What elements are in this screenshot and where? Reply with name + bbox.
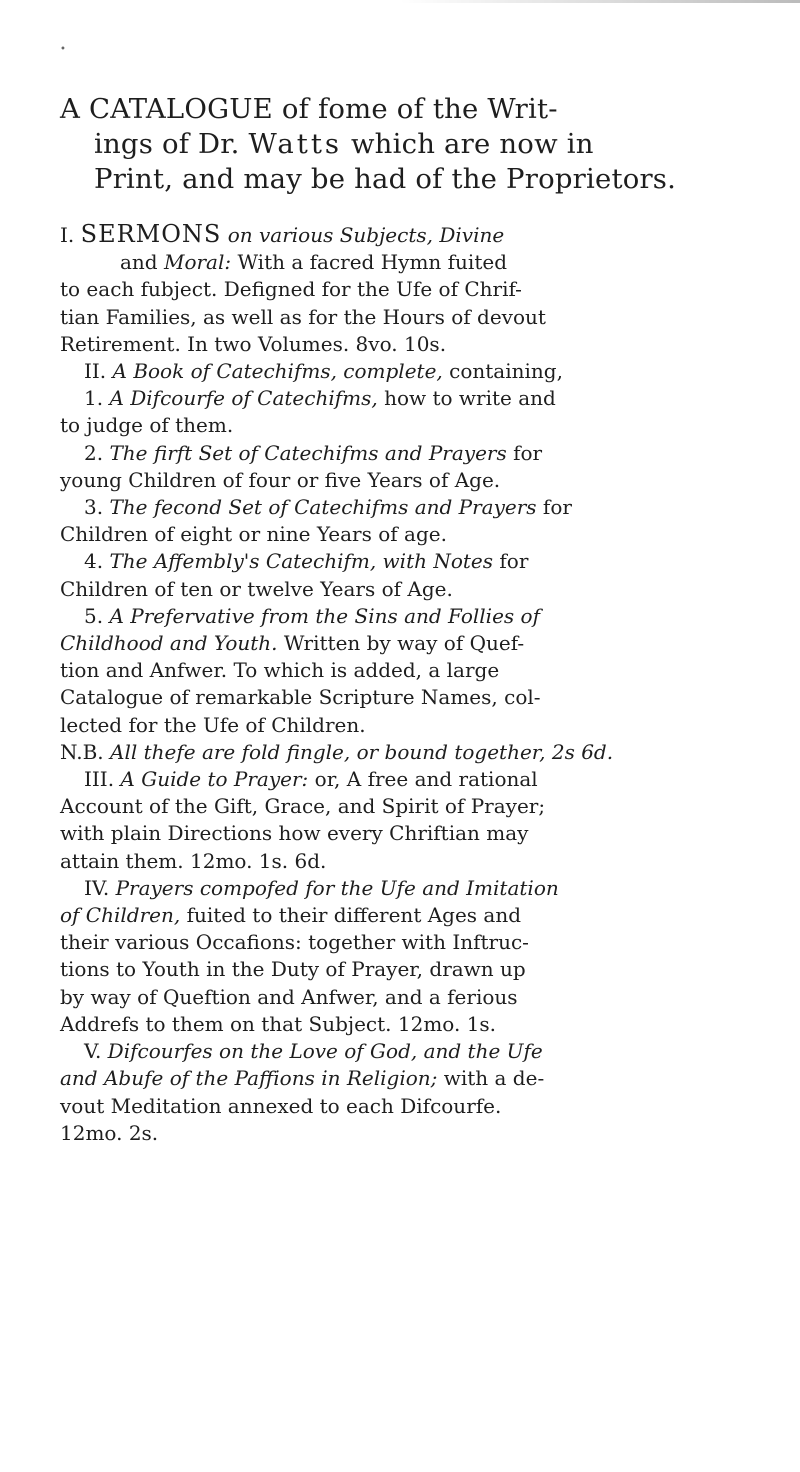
list-item: 1. A Difcourfe of Catechifms, how to write and	[84, 386, 556, 411]
title-line-2: ings of Dr. Watts which are now in	[94, 128, 594, 160]
title-line-3: Print, and may be had of the Proprietors.	[94, 163, 677, 195]
entry-catechisms: II. A Book of Catechifms, complete, containing, 1. A Difcourfe of Catechifms, how to write and to judge of them. 2. The firft Set of Catechifms and Prayers for young Children of four or five Years of Age. 3. The fecond Set of Catechifms and Prayers for Children of eight or nine Years of age. 4. The Affembly's Catechifm, with Notes for Children of ten or twelve Years of Age. 5. A Prefervative from the Sins and Follies of Childhood and Youth. Written by way of Quef- tion and Anfwer. To which is added, a large Catalogue of remarkable Scripture Names, col- lected for the Ufe of Children. N.B. All thefe are fold fingle, or bound together, 2s 6d.	[60, 358, 752, 766]
page-edge-shadow	[400, 0, 800, 3]
entry-heading: SERMONS	[80, 220, 222, 248]
entry-guide-to-prayer: III. A Guide to Prayer: or, A free and rational Account of the Gift, Grace, and Spirit of Prayer; with plain Directions how every Chriftian may attain them. 12mo. 1s. 6d.	[60, 767, 546, 873]
list-item: 3. The fecond Set of Catechifms and Prayers for	[84, 495, 572, 520]
margin-mark: •	[60, 44, 66, 55]
entry-discourses: V. Difcourfes on the Love of God, and the Ufe and Abufe of the Paffions in Religion; with a de- vout Meditation annexed to each Difcourfe. 12mo. 2s.	[60, 1039, 545, 1145]
entry-prayers-for-children: IV. Prayers compofed for the Ufe and Imitation of Children, fuited to their different Ages and their various Occafions: together with Inftruc- tions to Youth in the Duty of Prayer, drawn up by way of Queftion and Anfwer, and a ferious Addrefs to them on that Subject. 12mo. 1s.	[60, 875, 559, 1036]
nota-bene: N.B. All thefe are fold fingle, or bound together, 2s 6d.	[60, 739, 614, 764]
author-name: Watts	[248, 128, 342, 160]
list-item: 5. A Prefervative from the Sins and Follies of	[84, 603, 540, 628]
catalogue-page	[60, 92, 752, 1147]
list-item: 4. The Affembly's Catechifm, with Notes for	[84, 549, 529, 574]
title-line-1: A CATALOGUE of fome of the Writ-	[60, 93, 558, 125]
catalogue-title	[60, 92, 752, 197]
list-item: 2. The firft Set of Catechifms and Prayers for	[84, 440, 543, 465]
entry-sermons: I. SERMONS on various Subjects, Divine and Moral: With a facred Hymn fuited to each fubject. Defigned for the Ufe of Chrif- tian Families, as well as for the Hours of devout Retirement. In two Volumes. 8vo. 10s.	[60, 220, 546, 356]
